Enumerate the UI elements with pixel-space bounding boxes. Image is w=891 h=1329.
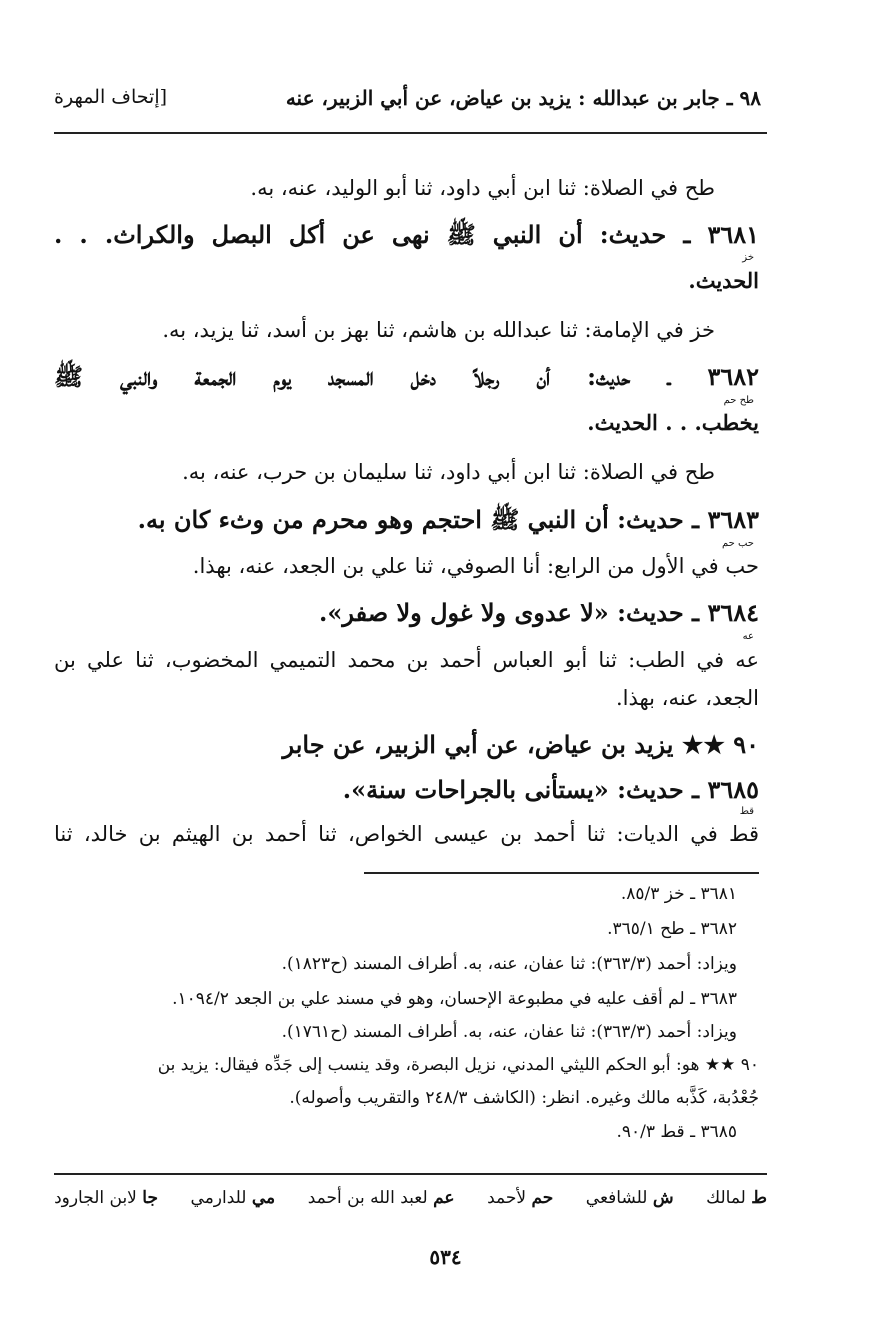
abbreviation-item: ط لمالك xyxy=(706,1188,767,1208)
source-code: عه xyxy=(742,631,754,642)
abbreviation-item: ش للشافعي xyxy=(585,1188,674,1208)
footnote: جُعْدُبة، كَذَّبه مالك وغيره. انظر: (الكاشف ٢٤٨/٣ والتقريب وأصوله). xyxy=(289,1088,759,1108)
footnote: ٣٦٨١ ـ خز ٨٥/٣. xyxy=(620,884,737,904)
hadith-3682-heading: ٣٦٨٢ ـ حديث: أن رجلاً دخل المسجد يوم الجمعة والنبي ﷺ xyxy=(54,362,759,391)
source-code: خز xyxy=(742,252,754,263)
abbreviation-legend xyxy=(54,1188,767,1208)
footnote-divider xyxy=(364,872,759,874)
text-line: قط في الديات: ثنا أحمد بن عيسى الخواص، ثنا أحمد بن الهيثم بن خالد، ثنا xyxy=(54,822,759,846)
hadith-3681-continuation: الحديث. xyxy=(688,268,759,293)
source-code: قط xyxy=(739,806,754,817)
footnote: ٣٦٨٣ ـ لم أقف عليه في مطبوعة الإحسان، وهو في مسند علي بن الجعد ١٠٩٤/٢. xyxy=(172,989,737,1009)
running-header-title: ٩٨ ـ جابر بن عبدالله : يزيد بن عياض، عن أبي الزبير، عنه xyxy=(285,86,761,110)
abbreviation-item: عم لعبد الله بن أحمد xyxy=(307,1188,455,1208)
hadith-3682-continuation: يخطب. . . الحديث. xyxy=(587,410,759,435)
footnote: ٣٦٨٢ ـ طح ٣٦٥/١. xyxy=(607,919,737,939)
text-line: طح في الصلاة: ثنا ابن أبي داود، ثنا أبو الوليد، عنه، به. xyxy=(250,176,715,200)
hadith-3681-heading: ٣٦٨١ ـ حديث: أن النبي ﷺ نهى عن أكل البصل والكراث. . . xyxy=(54,220,759,249)
footnote: ٩٠ ★★ هو: أبو الحكم الليثي المدني، نزيل البصرة، وقد ينسب إلى جَدِّه فيقال: يزيد بن xyxy=(157,1055,759,1075)
hadith-3685-heading: ٣٦٨٥ ـ حديث: «يستأنى بالجراحات سنة». xyxy=(342,775,759,804)
bottom-divider xyxy=(54,1173,767,1175)
source-code: طح حم xyxy=(723,395,754,406)
header-divider xyxy=(54,132,767,134)
text-line: خز في الإمامة: ثنا عبدالله بن هاشم، ثنا بهز بن أسد، ثنا يزيد، به. xyxy=(162,318,715,342)
text-line: عه في الطب: ثنا أبو العباس أحمد بن محمد التميمي المخضوب، ثنا علي بن xyxy=(54,648,759,672)
footnote: ٣٦٨٥ ـ قط ٩٠/٣. xyxy=(616,1122,737,1142)
hadith-3683-heading: ٣٦٨٣ ـ حديث: أن النبي ﷺ احتجم وهو محرم من وثء كان به. xyxy=(137,505,759,534)
chapter-heading: ٩٠ ★★ يزيد بن عياض، عن أبي الزبير، عن جابر xyxy=(282,730,759,759)
text-line: طح في الصلاة: ثنا ابن أبي داود، ثنا سليمان بن حرب، عنه، به. xyxy=(182,460,715,484)
abbreviation-item: جا لابن الجارود xyxy=(54,1188,158,1208)
abbreviation-item: مي للدارمي xyxy=(190,1188,276,1208)
text-line: الجعد، عنه، بهذا. xyxy=(615,686,759,710)
running-header-book: [إتحاف المهرة xyxy=(54,86,168,108)
page-number: ٥٣٤ xyxy=(429,1245,462,1269)
footnote: ويزاد: أحمد (٣٦٣/٣): ثنا عفان، عنه، به. أطراف المسند (ح١٨٢٣). xyxy=(281,954,737,974)
text-line: حب في الأول من الرابع: أنا الصوفي، ثنا علي بن الجعد، عنه، بهذا. xyxy=(192,554,759,578)
source-code: حب حم xyxy=(721,538,754,549)
abbreviation-item: حم لأحمد xyxy=(487,1188,554,1208)
hadith-3684-heading: ٣٦٨٤ ـ حديث: «لا عدوى ولا غول ولا صفر». xyxy=(318,598,759,627)
footnote: ويزاد: أحمد (٣٦٣/٣): ثنا عفان، عنه، به. أطراف المسند (ح١٧٦١). xyxy=(281,1022,737,1042)
